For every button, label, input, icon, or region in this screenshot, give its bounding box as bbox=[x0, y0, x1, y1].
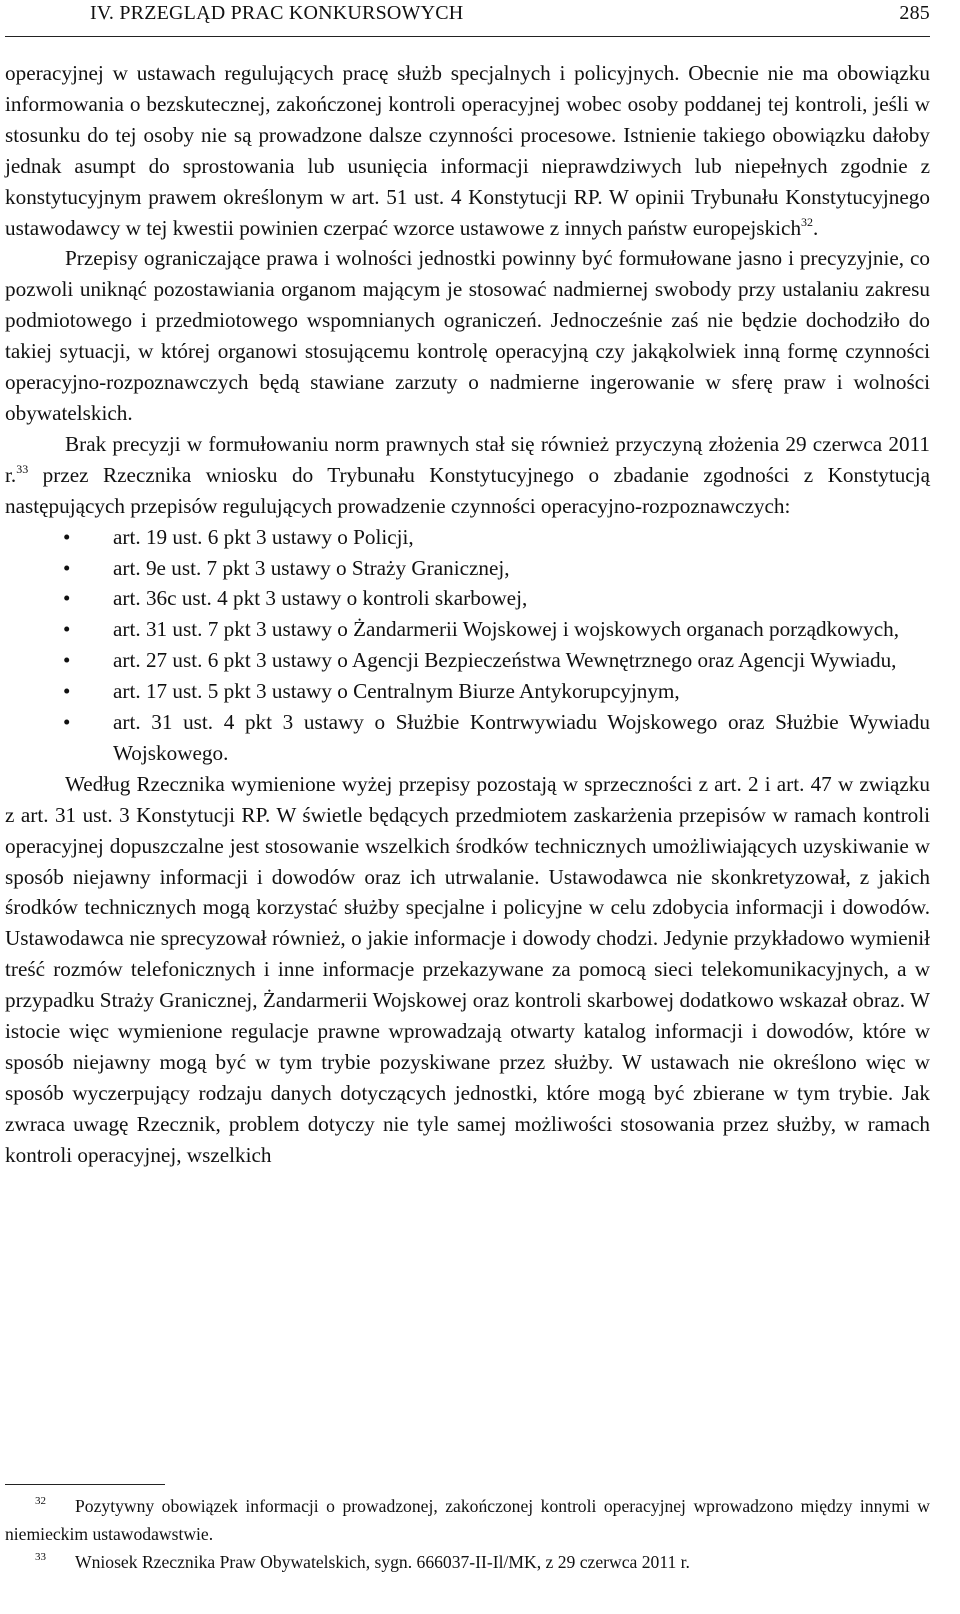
footnote-33: $^{33}$ Wniosek Rzecznika Praw Obywatelskich, sygn. 666037-II-Il/MK, z 29 czerwca 2011 r. bbox=[35, 1551, 690, 1572]
list-item-text: art. 19 ust. 6 pkt 3 ustawy o Policji, bbox=[113, 524, 414, 549]
provisions-list bbox=[5, 522, 930, 769]
section-title: IV. PRZEGLĄD PRAC KONKURSOWYCH bbox=[90, 2, 464, 24]
bullet-icon: • bbox=[63, 555, 71, 580]
paragraph-3 bbox=[5, 429, 930, 522]
list-item-text: art. 31 ust. 7 pkt 3 ustawy o Żandarmerii Wojskowej i wojskowych organach porządkowych, bbox=[113, 617, 899, 642]
list-item bbox=[5, 645, 930, 676]
list-item bbox=[5, 522, 930, 553]
list-item bbox=[5, 707, 930, 769]
footnote-rule bbox=[5, 1484, 165, 1485]
bullet-icon: • bbox=[63, 586, 71, 611]
list-item bbox=[5, 583, 930, 614]
list-item bbox=[5, 676, 930, 707]
list-item-text: art. 27 ust. 6 pkt 3 ustawy o Agencji Bezpieczeństwa Wewnętrznego oraz Agencji Wywiadu, bbox=[113, 648, 897, 673]
bullet-icon: • bbox=[63, 710, 71, 735]
list-item bbox=[5, 614, 930, 645]
running-header bbox=[5, 0, 930, 26]
paragraph-1-text: operacyjnej w ustawach regulujących pracę służb specjalnych i policyjnych. Obecnie nie ma obowiązku informowania o bezskutecznej, zakończonej kontroli operacyjnej wobec osoby poddanej tej kontroli, jeśli w stosunku do tej osoby nie są prowadzone dalsze czynności procesowe. Istnienie takiego obowiązku dałoby jednak asumpt do sprostowania lub usunięcia informacji nieprawdziwych lub niepełnych zgodnie z konstytucyjnym prawem określonym w art. 51 ust. 4 Konstytucji RP. W opinii Trybunału Konstytucyjnego ustawodawcy w tej kwestii powinien czerpać wzorce ustawowe z innych państw europejskich bbox=[5, 61, 930, 240]
list-item-text: art. 36c ust. 4 pkt 3 ustawy o kontroli skarbowej, bbox=[113, 586, 528, 611]
body-text bbox=[5, 58, 930, 1171]
footnote-text: Pozytywny obowiązek informacji o prowadzonej, zakończonej kontroli operacyjnej wprowadzono między innymi w niemieckim ustawodawstwie. bbox=[5, 1496, 930, 1544]
page-number: 285 bbox=[899, 2, 930, 24]
list-item-text: art. 9e ust. 7 pkt 3 ustawy o Straży Granicznej, bbox=[113, 555, 510, 580]
list-item-text: art. 31 ust. 4 pkt 3 ustawy o Służbie Kontrwywiadu Wojskowego oraz Służbie Wywiadu Wojskowego. bbox=[113, 710, 930, 765]
footnote-ref-33: 33 bbox=[16, 461, 29, 476]
paragraph-4: Według Rzecznika wymienione wyżej przepisy pozostają w sprzeczności z art. 2 i art. 47 w związku z art. 31 ust. 3 Konstytucji RP. W świetle będących przedmiotem zaskarżenia przepisów w ramach kontroli operacyjnej dopuszczalne jest stosowanie wszelkich środków technicznych umożliwiających uzyskiwanie w sposób niejawny informacji i dowodów oraz ich utrwalanie. Ustawodawca nie skonkretyzował, z jakich środków technicznych mogą korzystać służby specjalne i policyjne w celu zdobycia informacji i dowodów. Ustawodawca nie sprecyzował również, o jakie informacje i dowody chodzi. Jedynie przykładowo wymienił treść rozmów telefonicznych i inne informacje przekazywane za pomocą sieci telekomunikacyjnych, a w przypadku Straży Granicznej, Żandarmerii Wojskowej oraz kontroli skarbowej dodatkowo wskazał obraz. W istocie więc wymienione regulacje prawne wprowadzają otwarty katalog informacji i dowodów, które w sposób niejawny mogą być w tym trybie pozyskiwane przez służby. W ustawach nie określono więc w sposób wyczerpujący rodzaju danych dotyczących jednostki, które mogą być zbierane w tym trybie. Jak zwraca uwagę Rzecznik, problem dotyczy nie tyle samej możliwości stosowania przez służby, w ramach kontroli operacyjnej, wszelkich bbox=[5, 771, 930, 1167]
footnote-ref-32: 32 bbox=[801, 214, 814, 229]
bullet-icon: • bbox=[63, 524, 71, 549]
paragraph-3-end: przez Rzecznika wniosku do Trybunału Konstytucyjnego o zbadanie zgodności z Konstytucją następujących przepisów regulujących prowadzenie czynności operacyjno-rozpoznawczych: bbox=[5, 462, 930, 518]
paragraph-3-text: Brak precyzji w formułowaniu norm prawnych stał się również przyczyną złożenia 29 czerwca 2011 r. bbox=[5, 431, 930, 487]
bullet-icon: • bbox=[63, 617, 71, 642]
document-page bbox=[5, 0, 930, 1572]
header-rule bbox=[5, 36, 930, 37]
paragraph-1-end: . bbox=[813, 215, 819, 240]
footnotes bbox=[5, 1492, 930, 1576]
footnote-32: $^{32}$ Pozytywny obowiązek informacji o prowadzonej, zakończonej kontroli operacyjnej wprowadzono między innymi w niemieckim ustawodawstwie. bbox=[5, 1495, 930, 1544]
paragraph-1 bbox=[5, 58, 930, 243]
list-item bbox=[5, 553, 930, 584]
list-item-text: art. 17 ust. 5 pkt 3 ustawy o Centralnym Biurze Antykorupcyjnym, bbox=[113, 679, 680, 704]
bullet-icon: • bbox=[63, 648, 71, 673]
paragraph-2: Przepisy ograniczające prawa i wolności jednostki powinny być formułowane jasno i precyzyjnie, co pozwoli uniknąć pozostawiania organom mającym je stosować nadmiernej swobody przy ustalaniu zakresu podmiotowego i przedmiotowego wspomnianych ograniczeń. Jednocześnie zaś nie będzie dochodziło do takiej sytuacji, w której organowi stosującemu kontrolę operacyjną czy jakąkolwiek inną formę czynności operacyjno-rozpoznawczych będą stawiane zarzuty o nadmierne ingerowanie w sferę praw i wolności obywatelskich. bbox=[5, 246, 930, 425]
bullet-icon: • bbox=[63, 679, 71, 704]
footnote-text: Wniosek Rzecznika Praw Obywatelskich, sygn. 666037-II-Il/MK, z 29 czerwca 2011 r. bbox=[75, 1552, 690, 1572]
